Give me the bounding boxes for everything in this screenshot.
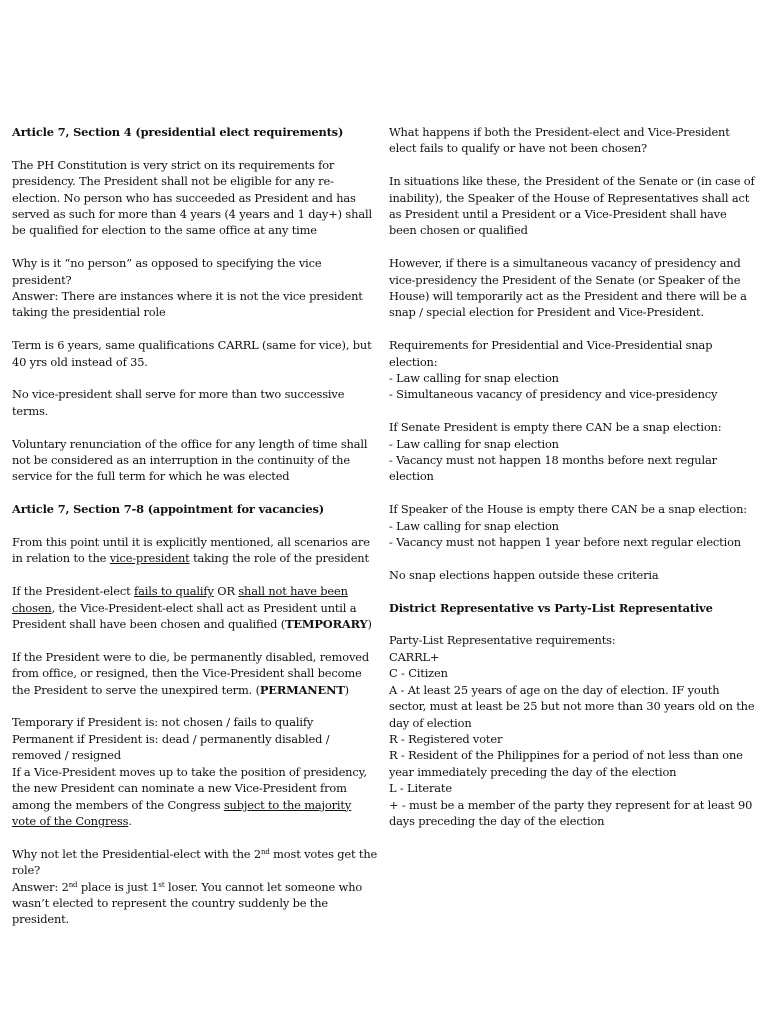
list-item: + - must be a member of the party they represent for at least 90 days preceding the day of the election bbox=[389, 797, 753, 828]
paragraph-renunciation: Voluntary renunciation of the office for any length of time shall not be considered as an interruption in the continuity of the service for the full term for which he was elected bbox=[12, 436, 368, 484]
section-heading-representatives: District Representative vs Party-List Representative bbox=[389, 600, 713, 615]
text-run: . bbox=[128, 813, 132, 828]
list-snap-requirements bbox=[389, 337, 755, 403]
section-heading-article7-sec4: Article 7, Section 4 (presidential elect requirements) bbox=[12, 125, 344, 139]
list-item: - Law calling for snap election bbox=[389, 436, 559, 451]
paragraph-permanent bbox=[12, 649, 378, 698]
text-line: Temporary if President is: not chosen / fails to qualify bbox=[12, 715, 314, 730]
paragraph-second-place bbox=[12, 846, 378, 928]
bold-text: PERMANENT bbox=[259, 682, 345, 697]
list-item: C - Citizen bbox=[389, 666, 448, 681]
text-run: Answer: 2 bbox=[12, 879, 69, 894]
underlined-text: subject to the majority vote of the Congress bbox=[12, 797, 352, 828]
paragraph-term: Term is 6 years, same qualifications CARRL (same for vice), but 40 yrs old instead of 35. bbox=[12, 338, 372, 369]
list-item: A - At least 25 years of age on the day of election. IF youth sector, must at least be 25 but not more than 30 years old on the day of election bbox=[389, 682, 755, 730]
list-speaker-empty bbox=[389, 501, 755, 550]
list-title: If Speaker of the House is empty there CAN be a snap election: bbox=[389, 502, 747, 517]
text-run: Why not let the Presidential-elect with the 2 bbox=[12, 846, 261, 861]
list-title: Requirements for Presidential and Vice-Presidential snap election: bbox=[389, 338, 713, 369]
text-run: OR bbox=[213, 584, 239, 599]
list-item: CARRL+ bbox=[389, 649, 440, 664]
paragraph-simultaneous-vacancy: However, if there is a simultaneous vacancy of presidency and vice-presidency the President of the Senate (or Speaker of the House) will temporarily act as the President and there will be a snap / special election for President and Vice-President. bbox=[389, 256, 747, 320]
text-run: place is just 1 bbox=[77, 879, 159, 894]
text-run: If a Vice-President moves up to take the position of presidency, the new President can nominate a new Vice-President from among the members of the Congress bbox=[12, 764, 367, 812]
bold-text: TEMPORARY bbox=[285, 617, 368, 632]
paragraph-no-snap-outside: No snap elections happen outside these criteria bbox=[389, 567, 659, 582]
list-senate-president-empty bbox=[389, 419, 755, 485]
paragraph-no-person bbox=[12, 255, 378, 321]
left-column bbox=[12, 124, 378, 944]
list-item: R - Resident of the Philippines for a period of not less than one year immediately preceding the day of the election bbox=[389, 748, 743, 779]
paragraph-vice-terms: No vice-president shall serve for more than two successive terms. bbox=[12, 387, 345, 418]
list-item: R - Registered voter bbox=[389, 731, 503, 746]
underlined-text: shall not have been chosen bbox=[12, 584, 348, 615]
list-item: - Law calling for snap election bbox=[389, 518, 559, 533]
paragraph-re-election: The PH Constitution is very strict on its requirements for presidency. The President shall not be eligible for any re-election. No person who has succeeded as President and has served as such for more than 4 years (4 years and 1 day+) shall be qualified for election to the same office at any time bbox=[12, 157, 372, 238]
section-heading-article7-sec7-8: Article 7, Section 7-8 (appointment for vacancies) bbox=[12, 502, 324, 517]
text-run: loser. You cannot let someone who wasn’t elected to represent the country suddenly be the president. bbox=[12, 879, 363, 927]
list-title: If Senate President is empty there CAN be a snap election: bbox=[389, 420, 722, 435]
paragraph-senate-president-acts: In situations like these, the President of the Senate or (in case of inability), the Speaker of the House of Representatives shall act as President until a President or a Vice-President shall have been chosen or qualified bbox=[389, 174, 755, 238]
text-run: If the President-elect bbox=[12, 584, 134, 599]
text-run: ) bbox=[367, 617, 372, 632]
superscript: nd bbox=[260, 847, 270, 856]
superscript: nd bbox=[68, 880, 78, 889]
list-title: Party-List Representative requirements: bbox=[389, 633, 616, 648]
text-run: , the Vice-President-elect shall act as President until a President shall have been chosen and qualified ( bbox=[12, 600, 357, 632]
paragraph-scenarios bbox=[12, 534, 378, 567]
list-party-list-requirements bbox=[389, 632, 755, 829]
list-item: - Vacancy must not happen 1 year before next regular election bbox=[389, 535, 741, 550]
right-column bbox=[389, 124, 755, 846]
list-item: - Law calling for snap election bbox=[389, 371, 559, 386]
paragraph-temp-perm-summary bbox=[12, 714, 378, 829]
list-item: - Simultaneous vacancy of presidency and vice-presidency bbox=[389, 387, 718, 402]
text-line: Permanent if President is: dead / permanently disabled / removed / resigned bbox=[12, 731, 330, 763]
list-item: L - Literate bbox=[389, 781, 452, 796]
paragraph-both-fail: What happens if both the President-elect and Vice-President elect fails to qualify or have not been chosen? bbox=[389, 125, 730, 156]
text-run: If the President were to die, be permanently disabled, removed from office, or resigned, then the Vice-President shall become the President to serve the unexpired term. ( bbox=[12, 649, 369, 697]
text-run: most votes get the role? bbox=[12, 846, 378, 878]
text-run: From this point until it is explicitly mentioned, all scenarios are in relation to the bbox=[12, 535, 370, 566]
superscript: st bbox=[158, 880, 165, 889]
question-text: Why is it “no person” as opposed to specifying the vice president? bbox=[12, 256, 322, 287]
list-item: - Vacancy must not happen 18 months before next regular election bbox=[389, 453, 717, 484]
text-run: ) bbox=[344, 682, 349, 697]
answer-text: Answer: There are instances where it is not the vice president taking the presidential role bbox=[12, 289, 363, 320]
text-run: taking the role of the president bbox=[189, 551, 369, 566]
underlined-text: fails to qualify bbox=[134, 584, 214, 599]
underlined-text: vice-president bbox=[109, 551, 190, 566]
paragraph-temporary bbox=[12, 583, 378, 632]
